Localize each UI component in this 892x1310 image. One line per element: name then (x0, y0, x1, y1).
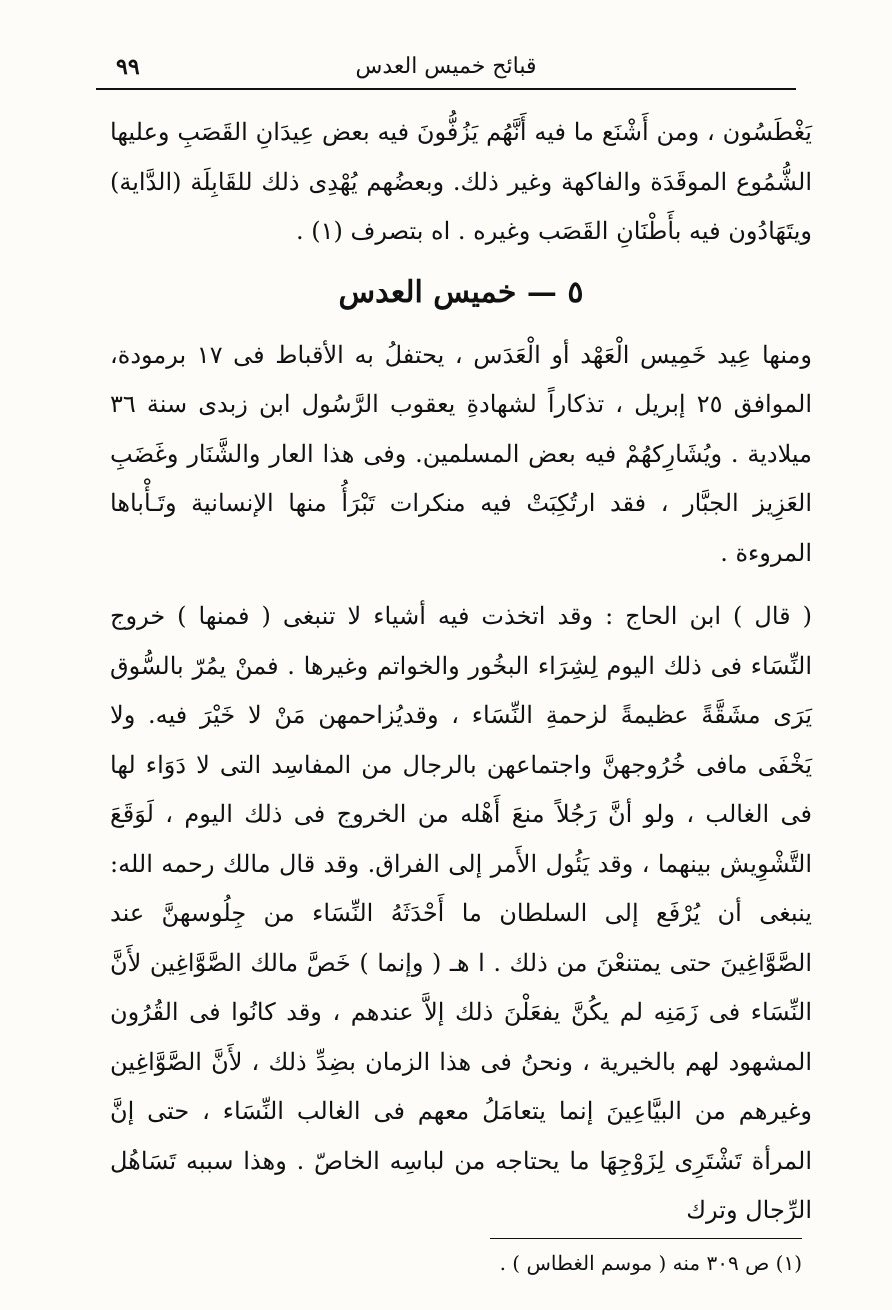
section-number: ٥ (567, 274, 584, 310)
running-title: قبائح خميس العدس (355, 54, 537, 79)
footnote-divider (490, 1238, 802, 1239)
paragraph-1: يَغْطَسُون ، ومن أَشْنَع ما فيه أَنَّهُم يَزُفُّونَ فيه بعض عِيدَانِ القَصَبِ وعليها الشُّمُوع الموقَدَة والفاكهة وغير ذلك. وبعضُهم يُهْدِى ذلك للقَابِلَة (الدَّاية) ويتَهَادُون فيه بأَطْنَانِ القَصَب وغيره . اه بتصرف (١) . (110, 118, 812, 245)
paragraph-3: ( قال ) ابن الحاج : وقد اتخذت فيه أشياء لا تنبغى ( فمنها ) خروج النِّسَاء فى ذلك اليوم لِشِرَاء البخُور والخواتم وغيرها . فمنْ يمُرّ بالسُّوق يَرَى مشَقَّةً عظيمةً لزحمةِ النِّسَاء ، وقديُزاحمهن مَنْ لا خَيْرَ فيه. ولا يَخْفَى مافى خُرُوجهنَّ واجتماعهن بالرجال من المفاسِد التى لا دَوَاء لها فى الغالب ، ولو أنَّ رَجُلاً منعَ أَهْله من الخروج فى ذلك اليوم ، لَوَقَعَ التَّشْوِيش بينهما ، وقد يَئُول الأَمر إلى الفراق. وقد قال مالك رحمه الله: ينبغى أن يُرْفَع إلى السلطان ما أَحْدَثَهُ النِّسَاء من جِلُوسهنَّ عند الصَّوَّاغِينَ حتى يمتنعْنَ من ذلك . ا هـ ( وإنما ) خَصَّ مالك الصَّوَّاغِين لأَنَّ النِّسَاء فى زَمَنِه لم يكُنَّ يفعَلْنَ ذلك إلاَّ عندهم ، وقد كانُوا فى القُرُون المشهود لهم بالخيرية ، ونحنُ فى هذا الزمان بضِدِّ ذلك ، لأَنَّ الصَّوَّاغِين وغيرهم من البيَّاعِينَ إنما يتعامَلُ معهم فى الغالب النِّسَاء ، حتى إنَّ المرأة تَشْتَرِى لِزَوْجِهَا ما يحتاجه من لباسِه الخاصّ . وهذا سببه تَسَاهُل الرِّجال وترك (110, 602, 812, 1224)
section-dash: — (516, 274, 557, 310)
section-heading (110, 261, 812, 325)
footnote: (١) ص ٣٠٩ منه ( موسم الغطاس ) . (499, 1251, 802, 1275)
paragraph-2: ومنها عِيد خَمِيس الْعَهْد أو الْعَدَس ، يحتفلُ به الأقباط فى ١٧ برمودة، الموافق ٢٥ إبريل ، تذكاراً لشهادةِ يعقوب الرَّسُول ابن زبدى سنة ٣٦ ميلادية . ويُشَارِكهُمْ فيه بعض المسلمين. وفى هذا العار والشَّنَار وغَضَبِ العَزِيز الجبَّار ، فقد ارتُكِبَتْ فيه منكرات تَبْرَأُ منها الإنسانية وتَـأْباها المروءة . (110, 340, 813, 567)
running-header (96, 52, 796, 90)
page-number: ٩٩ (116, 54, 140, 80)
section-title: خميس العدس (338, 274, 517, 310)
page-body (110, 108, 812, 1236)
